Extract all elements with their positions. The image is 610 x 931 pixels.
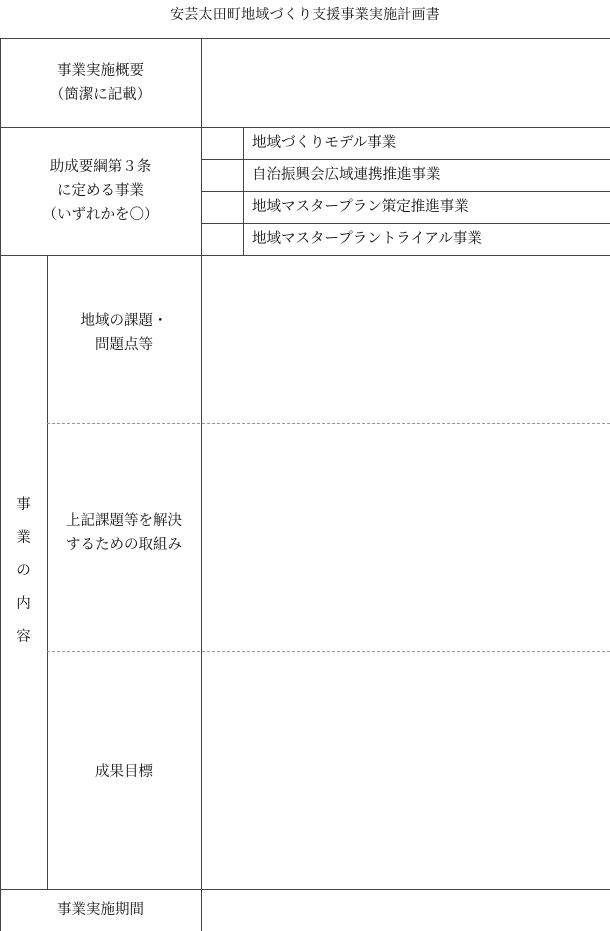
option-label: 自治振興会広域連携推進事業 bbox=[252, 167, 441, 183]
program-label-line3: （いずれかを〇） bbox=[42, 207, 159, 223]
option-label: 地域マスタープラン策定推進事業 bbox=[252, 199, 469, 215]
summary-label bbox=[0, 39, 201, 127]
option-divider bbox=[202, 223, 610, 224]
option-divider bbox=[202, 159, 610, 160]
program-label-line1: 助成要綱第３条 bbox=[49, 159, 152, 175]
period-label-text: 事業実施期間 bbox=[57, 902, 144, 918]
goals-input-cell[interactable] bbox=[202, 651, 610, 889]
document-title: 安芸太田町地域づくり支援事業実施計画書 bbox=[170, 7, 440, 23]
issues-label-line1: 地域の課題・ bbox=[80, 313, 168, 329]
program-label-line2: に定める事業 bbox=[57, 183, 144, 199]
group-label-char: の bbox=[16, 563, 31, 579]
actions-label-line2: するための取組み bbox=[66, 537, 182, 553]
issues-label bbox=[47, 309, 201, 369]
actions-label bbox=[47, 509, 201, 569]
issues-input-cell[interactable] bbox=[202, 255, 610, 423]
actions-label-line1: 上記課題等を解決 bbox=[66, 513, 182, 529]
summary-input-cell[interactable] bbox=[202, 39, 610, 127]
period-input-cell[interactable] bbox=[202, 889, 610, 931]
summary-label-line1: 事業実施概要 bbox=[57, 63, 144, 79]
option-divider bbox=[202, 191, 610, 192]
goals-label-text: 成果目標 bbox=[95, 764, 153, 780]
period-label bbox=[0, 889, 201, 931]
actions-input-cell[interactable] bbox=[202, 423, 610, 651]
group-label-char: 事 bbox=[16, 497, 31, 513]
program-label bbox=[0, 127, 201, 255]
group-label-char: 業 bbox=[16, 530, 31, 546]
summary-label-line2: （箇潔に記載） bbox=[49, 87, 152, 103]
option-mark-cell[interactable] bbox=[202, 127, 243, 159]
option-mark-cell[interactable] bbox=[202, 191, 243, 223]
option-label: 地域マスタープラントライアル事業 bbox=[252, 231, 482, 247]
group-label-char: 容 bbox=[16, 629, 31, 645]
plan-form-table bbox=[0, 38, 610, 930]
option-mark-cell[interactable] bbox=[202, 223, 243, 255]
issues-label-line2: 問題点等 bbox=[95, 337, 153, 353]
option-label: 地域づくりモデル事業 bbox=[252, 135, 397, 151]
content-group-label bbox=[0, 489, 47, 654]
group-label-char: 内 bbox=[16, 596, 31, 612]
option-mark-cell[interactable] bbox=[202, 159, 243, 191]
goals-label bbox=[47, 757, 201, 787]
